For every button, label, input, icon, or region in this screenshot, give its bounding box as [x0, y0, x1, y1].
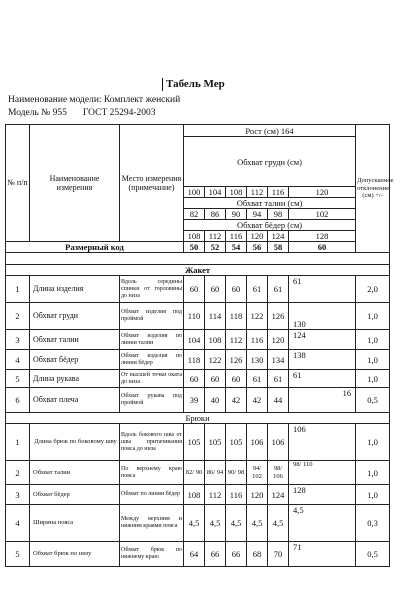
size-code: 58	[268, 242, 289, 253]
value-cell: 42	[226, 388, 247, 413]
model-number: Модель № 955	[8, 108, 67, 118]
value-cell: 105	[205, 424, 226, 461]
measurement-place: Обхват изделия под проймой	[120, 303, 184, 330]
value-cell: 104	[184, 330, 205, 350]
model-name: Наименование модели: Комплект женский	[8, 95, 181, 105]
value-cell: 61	[247, 276, 268, 303]
value-cell: 110	[184, 303, 205, 330]
measurement-place: Обхват изделия по линии талии	[120, 330, 184, 350]
waist-value: 82	[184, 209, 205, 220]
value-cell: 60	[226, 370, 247, 388]
value-cell: 108	[205, 330, 226, 350]
value-cell: 60	[205, 276, 226, 303]
size-code: 54	[226, 242, 247, 253]
value-cell: 66	[226, 542, 247, 567]
value-cell-size60: 98/ 110	[289, 461, 356, 485]
waist-value: 94	[247, 209, 268, 220]
value-cell: 126	[268, 303, 289, 330]
measurement-table	[5, 124, 394, 567]
value-cell: 61	[268, 276, 289, 303]
value-cell: 90/ 98	[226, 461, 247, 485]
value-cell: 39	[184, 388, 205, 413]
row-number: 5	[6, 542, 30, 567]
value-cell: 60	[205, 370, 226, 388]
value-cell: 122	[205, 350, 226, 370]
value-cell: 118	[226, 303, 247, 330]
measurement-name: Обхват брюк по низу	[30, 542, 120, 567]
value-cell: 4,5	[184, 505, 205, 542]
spacer-cell	[6, 253, 390, 265]
value-cell: 4,5	[226, 505, 247, 542]
value-cell-size60: 130	[289, 303, 356, 330]
value-cell: 114	[205, 303, 226, 330]
chest-title: Обхват груди (см)	[184, 137, 356, 187]
row-number: 1	[6, 276, 30, 303]
document-title: Табель Мер	[162, 78, 225, 91]
value-cell-size60: 71	[289, 542, 356, 567]
size-code-row	[6, 242, 390, 253]
table-row	[6, 388, 390, 413]
value-cell: 124	[268, 485, 289, 505]
measurement-place: Обхват рукава под проймой	[120, 388, 184, 413]
row-number: 6	[6, 388, 30, 413]
value-cell: 42	[247, 388, 268, 413]
value-cell: 105	[184, 424, 205, 461]
hips-value: 124	[268, 231, 289, 242]
hips-value: 108	[184, 231, 205, 242]
hips-value: 128	[289, 231, 356, 242]
measurement-name: Обхват бёдер	[30, 485, 120, 505]
measurement-name: Обхват груди	[30, 303, 120, 330]
value-cell: 60	[184, 276, 205, 303]
waist-value: 90	[226, 209, 247, 220]
tolerance: 1,0	[356, 461, 390, 485]
table-row	[6, 350, 390, 370]
measurement-place: По верхнему краю пояса	[120, 461, 184, 485]
value-cell: 106	[247, 424, 268, 461]
value-cell-size60: 106	[289, 424, 356, 461]
value-cell: 118	[184, 350, 205, 370]
row-number: 2	[6, 461, 30, 485]
value-cell: 70	[268, 542, 289, 567]
tolerance: 0,5	[356, 388, 390, 413]
table-row	[6, 542, 390, 567]
waist-title: Обхват талии (см)	[184, 198, 356, 209]
waist-value: 102	[289, 209, 356, 220]
measurement-place: Обхват брюк по нижнему краю	[120, 542, 184, 567]
row-number: 2	[6, 303, 30, 330]
value-cell-size60: 16	[289, 388, 356, 413]
jacket-section-row	[6, 265, 390, 276]
chest-value: 120	[289, 187, 356, 198]
hips-value: 116	[226, 231, 247, 242]
tolerance: 1,0	[356, 370, 390, 388]
row-number: 3	[6, 485, 30, 505]
row-number: 3	[6, 330, 30, 350]
value-cell: 126	[226, 350, 247, 370]
spacer-row	[6, 253, 390, 265]
row-number: 4	[6, 505, 30, 542]
chest-value: 104	[205, 187, 226, 198]
chest-value: 112	[247, 187, 268, 198]
value-cell-size60: 138	[289, 350, 356, 370]
measurement-place: Обхват изделия по линии бёдер	[120, 350, 184, 370]
value-cell: 106	[268, 424, 289, 461]
value-cell-size60: 61	[289, 276, 356, 303]
value-cell: 4,5	[268, 505, 289, 542]
value-cell: 4,5	[205, 505, 226, 542]
measurement-name: Обхват плеча	[30, 388, 120, 413]
value-cell: 120	[268, 330, 289, 350]
tolerance: 2,0	[356, 276, 390, 303]
tolerance: 0,5	[356, 542, 390, 567]
value-cell-size60: 4,5	[289, 505, 356, 542]
size-code: 56	[247, 242, 268, 253]
height-row	[6, 125, 390, 137]
value-cell: 4,5	[247, 505, 268, 542]
table-row	[6, 505, 390, 542]
waist-value: 98	[268, 209, 289, 220]
col-place-header: Место измерения (примечание)	[120, 125, 184, 242]
chest-value: 108	[226, 187, 247, 198]
value-cell: 61	[247, 370, 268, 388]
value-cell: 134	[268, 350, 289, 370]
tolerance: 1,0	[356, 485, 390, 505]
measurement-name: Обхват талии	[30, 461, 120, 485]
size-code: 60	[289, 242, 356, 253]
value-cell: 94/ 102	[247, 461, 268, 485]
hips-value: 112	[205, 231, 226, 242]
trousers-section-row	[6, 413, 390, 424]
size-code: 52	[205, 242, 226, 253]
measurement-place: Вдоль середины спинки от горловины до низа	[120, 276, 184, 303]
col-number-header: № п/п	[6, 125, 30, 242]
value-cell: 130	[247, 350, 268, 370]
value-cell: 112	[205, 485, 226, 505]
trousers-section-title: Брюки	[6, 413, 390, 424]
value-cell-size60: 61	[289, 370, 356, 388]
value-cell: 40	[205, 388, 226, 413]
row-number: 5	[6, 370, 30, 388]
value-cell: 108	[184, 485, 205, 505]
value-cell: 44	[268, 388, 289, 413]
measurement-name: Обхват талии	[30, 330, 120, 350]
chest-value: 116	[268, 187, 289, 198]
value-cell-size60: 124	[289, 330, 356, 350]
measurement-place: Между верхним и нижним краями пояса	[120, 505, 184, 542]
value-cell: 105	[226, 424, 247, 461]
value-cell: 116	[247, 330, 268, 350]
row-number: 1	[6, 424, 30, 461]
value-cell: 98/ 106	[268, 461, 289, 485]
value-cell: 60	[184, 370, 205, 388]
table-row	[6, 485, 390, 505]
measurement-name: Длина изделия	[30, 276, 120, 303]
model-number-line	[8, 108, 156, 119]
table-row	[6, 461, 390, 485]
table-row	[6, 276, 390, 303]
gost-standard: ГОСТ 25294-2003	[82, 108, 156, 118]
waist-value: 86	[205, 209, 226, 220]
value-cell: 61	[268, 370, 289, 388]
table-row	[6, 330, 390, 350]
measurement-name: Длина рукава	[30, 370, 120, 388]
measurement-place: Вдоль бокового шва от шва притачивания пояса до низа	[120, 424, 184, 461]
value-cell: 122	[247, 303, 268, 330]
hips-title: Обхват бёдер (см)	[184, 220, 356, 231]
value-cell: 120	[247, 485, 268, 505]
measurement-name: Ширина пояса	[30, 505, 120, 542]
row-number: 4	[6, 350, 30, 370]
value-cell: 112	[226, 330, 247, 350]
value-cell: 60	[226, 276, 247, 303]
value-cell-size60: 128	[289, 485, 356, 505]
size-code: 50	[184, 242, 205, 253]
size-code-label: Размерный код	[6, 242, 184, 253]
chest-value: 100	[184, 187, 205, 198]
value-cell: 64	[184, 542, 205, 567]
value-cell: 86/ 94	[205, 461, 226, 485]
table-row	[6, 424, 390, 461]
measurement-table-wrapper	[5, 124, 394, 567]
tolerance: 1,0	[356, 350, 390, 370]
value-cell: 116	[226, 485, 247, 505]
col-name-header: Наименование измерения	[30, 125, 120, 242]
jacket-section-title: Жакет	[6, 265, 390, 276]
value-cell: 82/ 90	[184, 461, 205, 485]
measurement-place: Обхват по линии бёдер	[120, 485, 184, 505]
col-tolerance-header: Допускаемое отклонение (см) +/-	[356, 125, 390, 253]
hips-value: 120	[247, 231, 268, 242]
measurement-name: Обхват бёдер	[30, 350, 120, 370]
tolerance: 1,0	[356, 330, 390, 350]
measurement-name: Длина брюк по боковому шву	[30, 424, 120, 461]
measurement-place: От высшей точки оката до низа	[120, 370, 184, 388]
height-label: Рост (см) 164	[184, 125, 356, 137]
table-row	[6, 303, 390, 330]
tolerance: 1,0	[356, 424, 390, 461]
table-row	[6, 370, 390, 388]
value-cell: 68	[247, 542, 268, 567]
tolerance: 1,0	[356, 303, 390, 330]
tolerance: 0,3	[356, 505, 390, 542]
value-cell: 66	[205, 542, 226, 567]
